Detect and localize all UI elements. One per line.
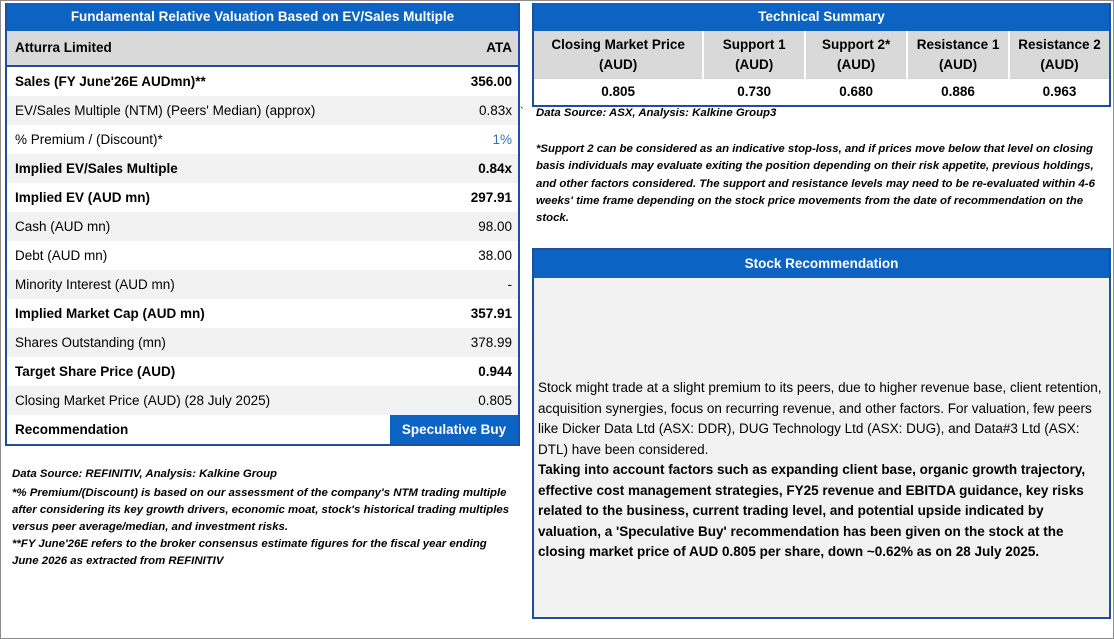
header-unit: (AUD) [598,57,638,72]
header-unit: (AUD) [1040,57,1079,72]
header-unit: (AUD) [938,57,978,72]
tech-column-header [534,31,702,78]
table-row [7,96,518,125]
stock-recommendation-title: Stock Recommendation [534,250,1109,278]
header-line: Resistance 1 [916,37,1000,52]
stock-recommendation-body [538,378,1104,563]
row-value: 38.00 [478,248,512,263]
row-label: EV/Sales Multiple (NTM) (Peers' Median) (approx) [15,103,316,118]
row-label: Cash (AUD mn) [15,219,111,234]
header-line: Resistance 2 [1018,37,1101,52]
table-row [7,357,518,386]
table-row [7,212,518,241]
fy-footnote: **FY June'26E refers to the broker consensus estimate figures for the fiscal year ending June 2026 as extracted from REFINITIV [12,538,487,567]
company-row [7,31,518,67]
row-label: Implied EV/Sales Multiple [15,161,178,176]
technical-title: Technical Summary [534,3,1109,31]
row-label: Shares Outstanding (mn) [15,335,166,350]
row-label: Implied Market Cap (AUD mn) [15,306,205,321]
tech-column-header [704,31,804,78]
tech-value: 0.805 [534,78,702,105]
recommendation-paragraph-2: Taking into account factors such as expanding client base, organic growth trajectory, effective cost management strategies, FY25 revenue and EBITDA guidance, key risks related to the business, current trading level, and potential upside indicated by valuation, a 'Speculative Buy' recommendation has been given on the stock at the closing market price of AUD 0.805 per share, down ~0.62% as on 28 July 2025. [538,462,1086,559]
header-unit: (AUD) [837,57,876,72]
row-value: 1% [492,132,512,147]
table-row [7,67,518,96]
header-line: Support 1 [722,37,786,52]
row-value: 0.83x [478,103,512,118]
row-value: 98.00 [478,219,512,234]
row-value: 297.91 [470,190,512,205]
header-unit: (AUD) [735,57,774,72]
tech-value: 0.886 [908,78,1008,105]
tech-column [806,31,908,105]
tech-column-header [1010,31,1109,78]
tech-column-header [806,31,906,78]
row-value: 356.00 [470,74,512,89]
table-row [7,241,518,270]
row-label: % Premium / (Discount)* [15,132,163,147]
row-label: Implied EV (AUD mn) [15,190,151,205]
recommendation-label: Recommendation [15,422,129,437]
recommendation-badge: Speculative Buy [390,415,518,444]
row-label: Sales (FY June'26E AUDmn)** [15,74,206,89]
header-line: Closing Market Price [551,37,685,52]
tech-column [1010,31,1109,105]
technical-summary-table [532,3,1111,107]
stray-tick: ` [520,106,524,118]
row-label: Closing Market Price (AUD) (28 July 2025) [15,393,271,408]
company-name: Atturra Limited [15,40,112,55]
table-row [7,270,518,299]
row-value: 0.944 [478,364,512,379]
tech-column [704,31,806,105]
table-row [7,125,518,154]
row-label: Minority Interest (AUD mn) [15,277,175,292]
valuation-source: Data Source: REFINITIV, Analysis: Kalkine Group [12,468,278,480]
table-row [7,386,518,415]
tech-column-header [908,31,1008,78]
row-value: - [507,277,512,292]
recommendation-row [7,415,518,444]
tech-column [908,31,1010,105]
header-line: Support 2* [821,37,891,52]
table-row [7,328,518,357]
row-value: 0.805 [478,393,512,408]
row-value: 378.99 [470,335,512,350]
tech-value: 0.963 [1010,78,1109,105]
row-label: Target Share Price (AUD) [15,364,176,379]
tech-column [534,31,704,105]
valuation-notes [12,466,512,570]
technical-source: Data Source: ASX, Analysis: Kalkine Group3 [536,107,777,119]
row-value: 357.91 [470,306,512,321]
premium-footnote: *% Premium/(Discount) is based on our assessment of the company's NTM trading multiple after considering its key growth drivers, economic moat, stock's historical trading multiples versus peer average/median, and investment risks. [12,487,510,533]
valuation-title: Fundamental Relative Valuation Based on EV/Sales Multiple [7,3,518,31]
table-row [7,183,518,212]
table-row [7,154,518,183]
company-ticker: ATA [486,40,512,55]
table-row [7,299,518,328]
recommendation-paragraph-1: Stock might trade at a slight premium to its peers, due to higher revenue base, client retention, acquisition synergies, focus on recurring revenue, and other factors. For valuation, few peers like Dicker Data Ltd (ASX: DDR), DUG Technology Ltd (ASX: DUG), and Data#3 Ltd (ASX: DTL) have been considered. [538,380,1102,457]
row-label: Debt (AUD mn) [15,248,108,263]
row-value: 0.84x [478,161,512,176]
valuation-table [5,3,520,446]
tech-value: 0.730 [704,78,804,105]
support-footnote: *Support 2 can be considered as an indicative stop-loss, and if prices move below that level on closing basis individuals may evaluate exiting the position depending on their risk appetite, previous holdings, and other factors considered. The support and resistance levels may need to be re-evaluated within 4-6 weeks' time frame depending on the stock price movements from the date of recommendation on the stock. [536,143,1095,225]
tech-value: 0.680 [806,78,906,105]
stock-recommendation-panel [532,248,1111,619]
